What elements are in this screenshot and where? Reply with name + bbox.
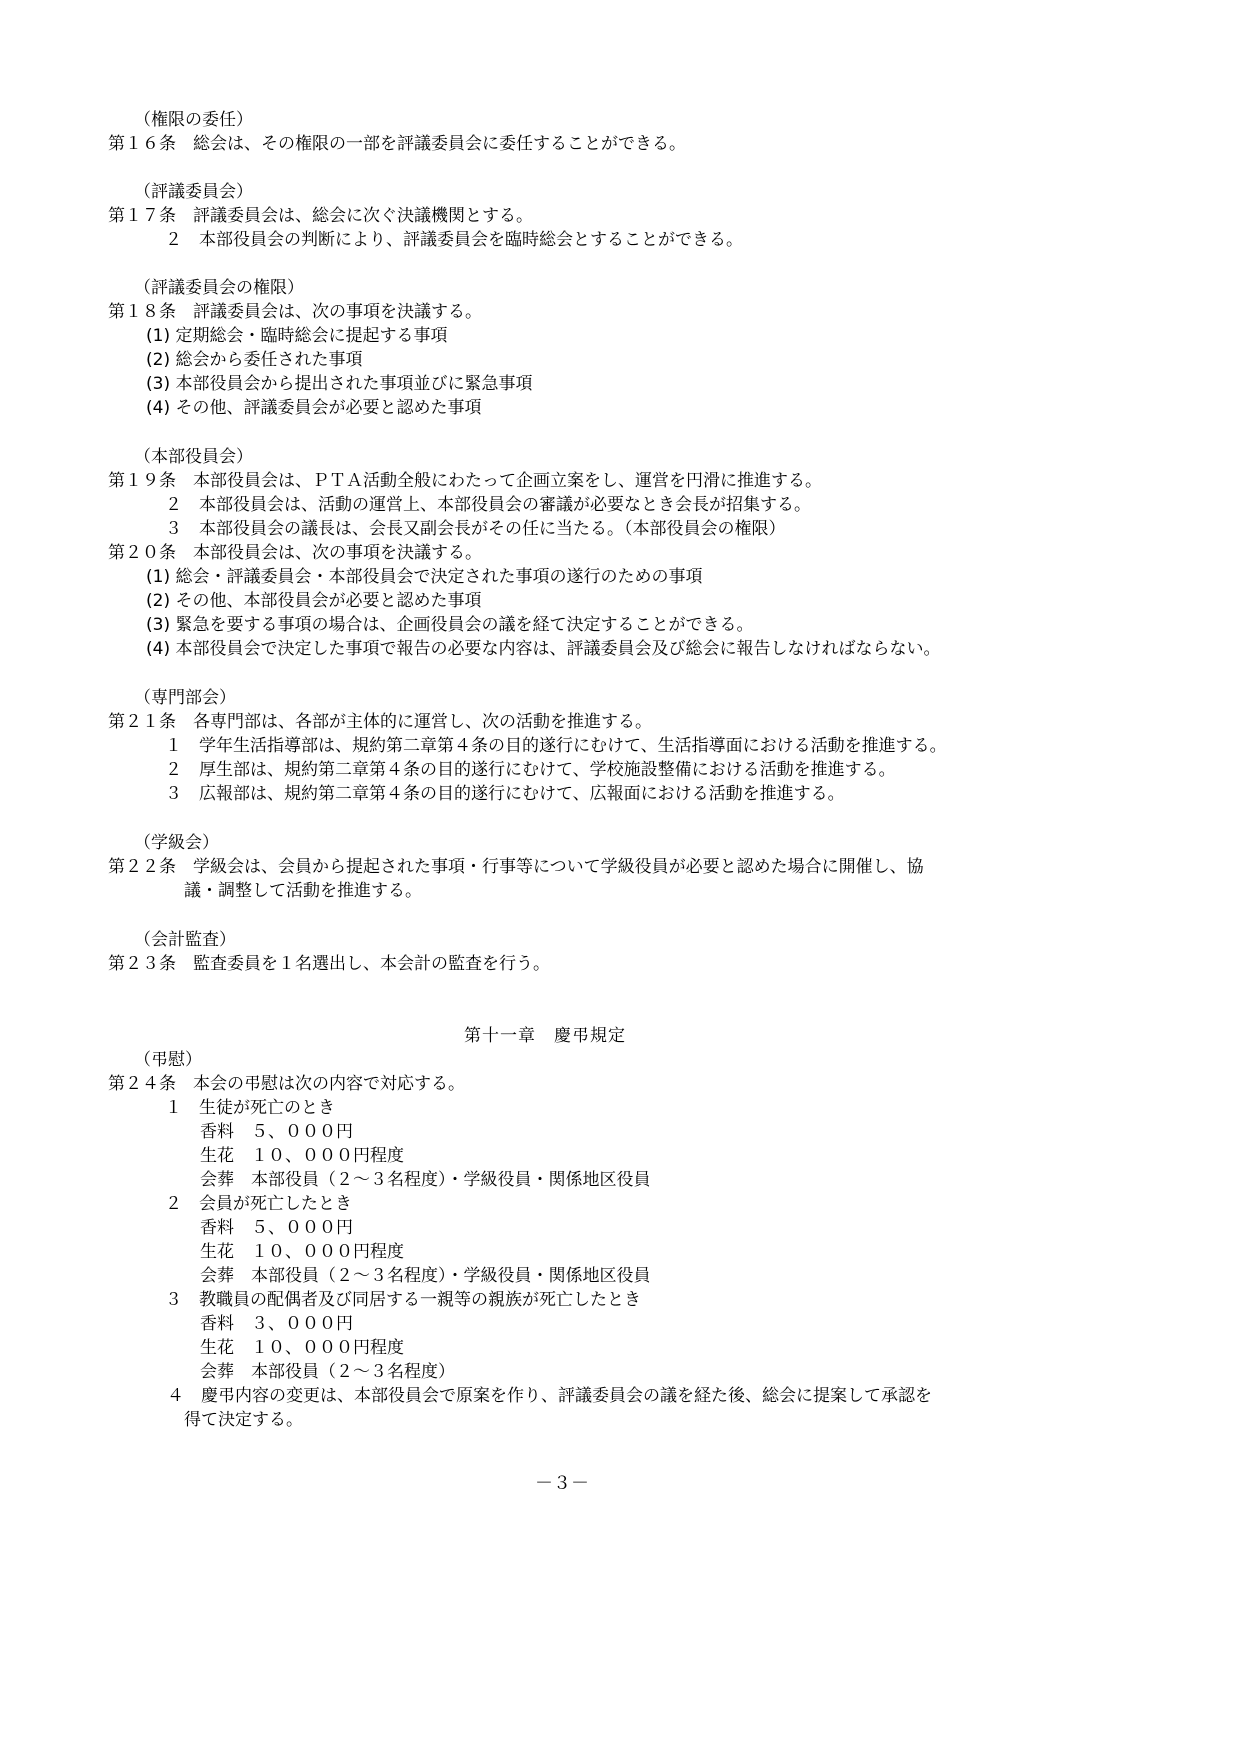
article-18: 第１８条 評議委員会は、次の事項を決議する。 [108, 302, 482, 322]
chapter-title: 第十一章 慶弔規定 [464, 1026, 626, 1046]
condolence-note: ４ 慶弔内容の変更は、本部役員会で原案を作り、評議委員会の議を経た後、総会に提案して承認を [167, 1386, 932, 1406]
article-item: (1) 定期総会・臨時総会に提起する事項 [146, 326, 448, 346]
condolence-item-label: １ 生徒が死亡のとき [165, 1098, 335, 1118]
article-24: 第２４条 本会の弔慰は次の内容で対応する。 [108, 1074, 465, 1094]
article-item: ３ 本部役員会の議長は、会長又副会長がその任に当たる。（本部役員会の権限） [165, 519, 786, 539]
condolence-detail: 生花 １０、０００円程度 [200, 1242, 404, 1262]
condolence-note-continuation: 得て決定する。 [184, 1410, 303, 1430]
condolence-item-label: ２ 会員が死亡したとき [165, 1194, 352, 1214]
article-item: １ 学年生活指導部は、規約第二章第４条の目的遂行にむけて、生活指導面における活動を推進する。 [165, 736, 947, 756]
article-16: 第１６条 総会は、その権限の一部を評議委員会に委任することができる。 [108, 134, 686, 154]
section-heading: （評議委員会の権限） [134, 278, 304, 298]
section-heading: （学級会） [134, 833, 219, 853]
article-item: (3) 本部役員会から提出された事項並びに緊急事項 [146, 374, 533, 394]
article-19: 第１９条 本部役員会は、ＰＴＡ活動全般にわたって企画立案をし、運営を円滑に推進する。 [108, 471, 822, 491]
condolence-detail: 生花 １０、０００円程度 [200, 1338, 404, 1358]
article-item: (3) 緊急を要する事項の場合は、企画役員会の議を経て決定することができる。 [146, 615, 754, 635]
section-heading: （評議委員会） [134, 182, 253, 202]
article-23: 第２３条 監査委員を１名選出し、本会計の監査を行う。 [108, 954, 550, 974]
condolence-detail: 香料 ５、０００円 [200, 1122, 353, 1142]
article-item: (4) その他、評議委員会が必要と認めた事項 [146, 398, 482, 418]
article-item: (2) その他、本部役員会が必要と認めた事項 [146, 591, 482, 611]
section-heading: （弔慰） [134, 1050, 202, 1070]
article-22: 第２２条 学級会は、会員から提起された事項・行事等について学級役員が必要と認めた場合に開催し、協 [108, 857, 924, 877]
article-item: (2) 総会から委任された事項 [146, 350, 363, 370]
condolence-detail: 香料 ５、０００円 [200, 1218, 353, 1238]
condolence-detail: 会葬 本部役員（２～３名程度） [200, 1362, 455, 1382]
article-item: (1) 総会・評議委員会・本部役員会で決定された事項の遂行のための事項 [146, 567, 703, 587]
condolence-detail: 会葬 本部役員（２～３名程度）・学級役員・関係地区役員 [200, 1170, 651, 1190]
page-number: －３－ [535, 1473, 589, 1494]
condolence-detail: 香料 ３、０００円 [200, 1314, 353, 1334]
article-continuation: 議・調整して活動を推進する。 [184, 881, 422, 901]
article-item: (4) 本部役員会で決定した事項で報告の必要な内容は、評議委員会及び総会に報告しなければならない。 [146, 639, 941, 659]
article-item: ２ 厚生部は、規約第二章第４条の目的遂行にむけて、学校施設整備における活動を推進する。 [165, 760, 896, 780]
section-heading: （専門部会） [134, 688, 236, 708]
article-20: 第２０条 本部役員会は、次の事項を決議する。 [108, 543, 482, 563]
condolence-detail: 生花 １０、０００円程度 [200, 1146, 404, 1166]
article-item: ３ 広報部は、規約第二章第４条の目的遂行にむけて、広報面における活動を推進する。 [165, 784, 845, 804]
section-heading: （権限の委任） [134, 110, 253, 130]
article-17: 第１７条 評議委員会は、総会に次ぐ決議機関とする。 [108, 206, 533, 226]
article-item: ２ 本部役員会の判断により、評議委員会を臨時総会とすることができる。 [165, 230, 743, 250]
condolence-item-label: ３ 教職員の配偶者及び同居する一親等の親族が死亡したとき [165, 1290, 641, 1310]
section-heading: （本部役員会） [134, 447, 253, 467]
article-item: ２ 本部役員会は、活動の運営上、本部役員会の審議が必要なとき会長が招集する。 [165, 495, 811, 515]
article-21: 第２１条 各専門部は、各部が主体的に運営し、次の活動を推進する。 [108, 712, 652, 732]
condolence-detail: 会葬 本部役員（２～３名程度）・学級役員・関係地区役員 [200, 1266, 651, 1286]
section-heading: （会計監査） [134, 930, 236, 950]
